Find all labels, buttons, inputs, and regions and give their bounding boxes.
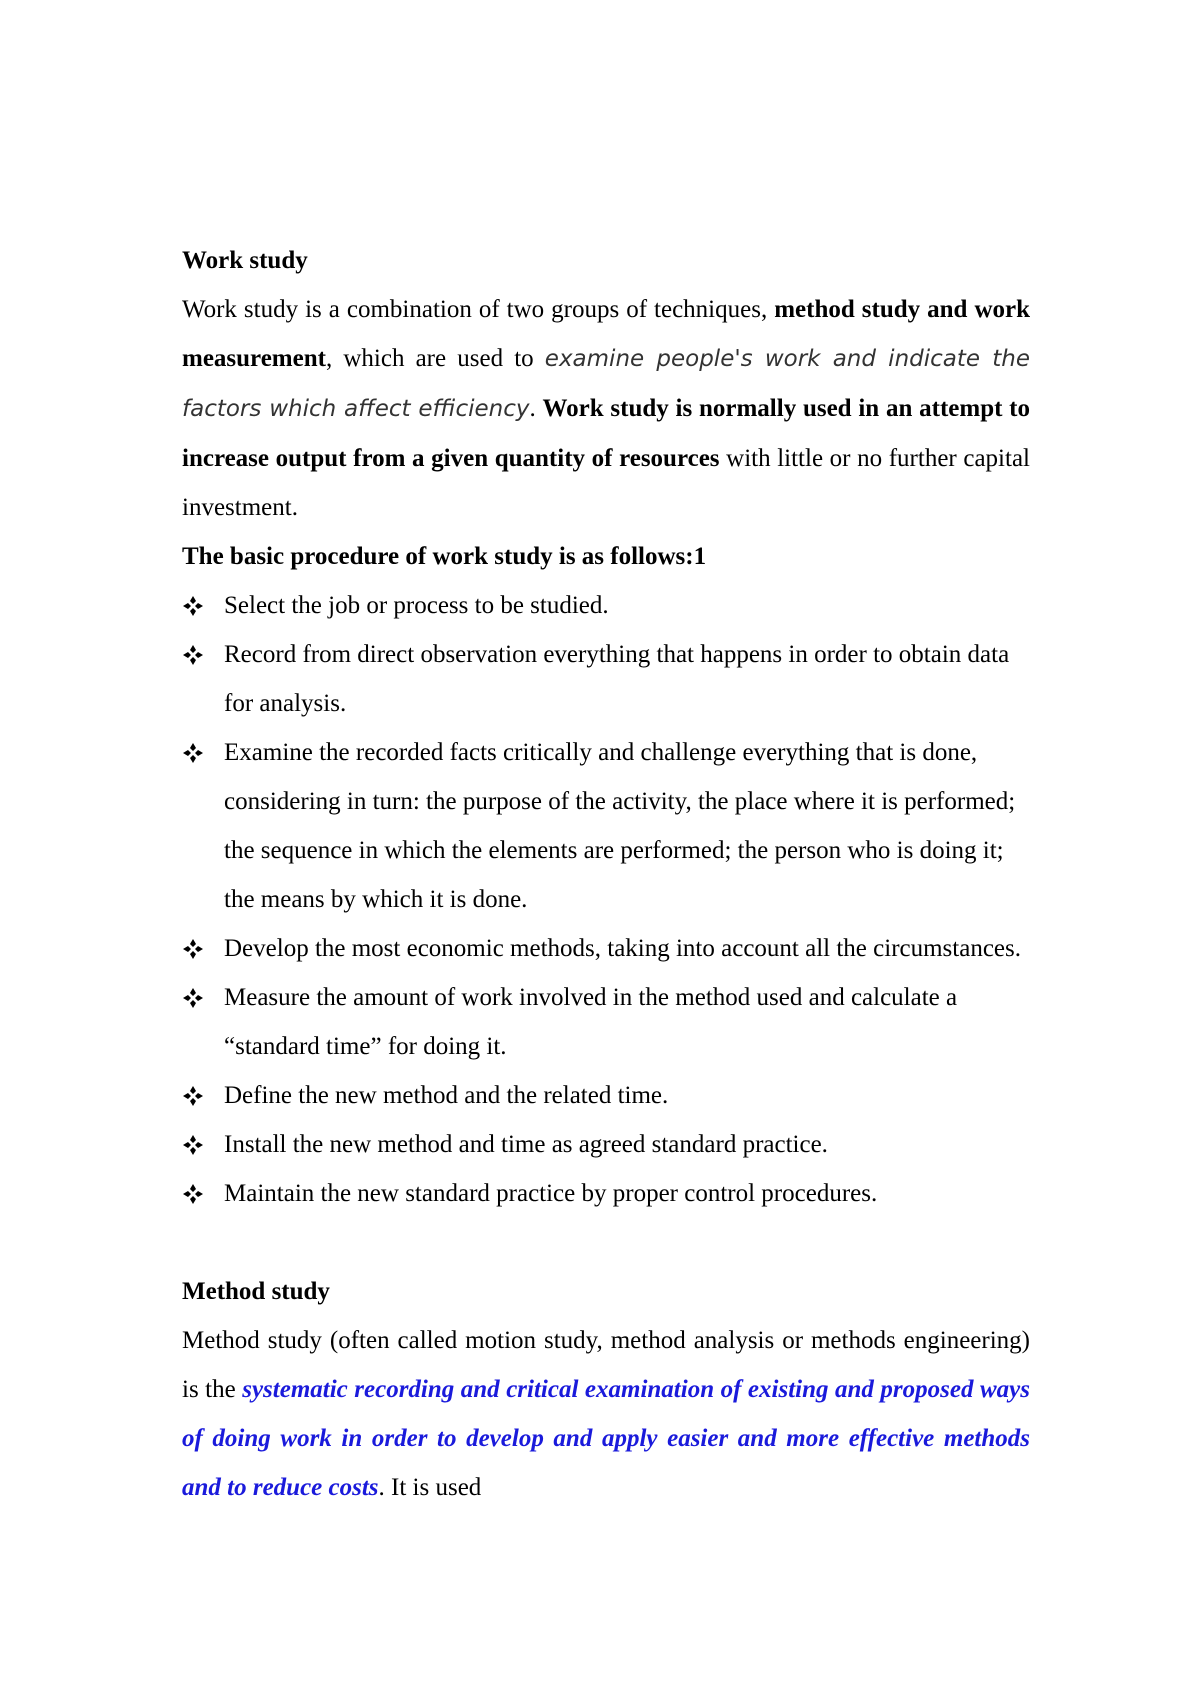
work-study-intro bbox=[182, 285, 1030, 532]
procedure-step-text: Maintain the new standard practice by proper control procedures. bbox=[224, 1180, 878, 1207]
diamond-bullet-icon bbox=[182, 728, 210, 777]
method-study-emphasis: systematic recording and critical examination of existing and proposed ways of doing work in order to develop and apply easier and more effective methods and to reduce costs bbox=[182, 1376, 1030, 1501]
work-study-heading: Work study bbox=[182, 247, 308, 274]
intro-text-1: Work study is a combination of two groups of techniques, bbox=[182, 296, 775, 323]
procedure-step bbox=[182, 1071, 1030, 1120]
intro-text-3: . bbox=[529, 395, 543, 422]
intro-text-4: with little or no further capital investment. bbox=[182, 445, 1030, 521]
method-study-text-2: . It is used bbox=[378, 1474, 482, 1501]
procedure-step bbox=[182, 630, 1030, 728]
procedure-steps-list bbox=[182, 581, 1030, 1218]
method-study-text-1: Method study (often called motion study, method analysis or methods engineering) is the bbox=[182, 1327, 1030, 1403]
procedure-step-text: Install the new method and time as agreed standard practice. bbox=[224, 1131, 828, 1158]
procedure-step-text: Measure the amount of work involved in the method used and calculate a “standard time” for doing it. bbox=[224, 984, 958, 1060]
procedure-step bbox=[182, 581, 1030, 630]
intro-bold-2: Work study is normally used in an attempt to increase output from a given quantity of resources bbox=[182, 395, 1031, 472]
procedure-step bbox=[182, 728, 1030, 924]
method-study-paragraph bbox=[182, 1316, 1030, 1512]
procedure-step-text: Examine the recorded facts critically and challenge everything that is done, considering in turn: the purpose of the activity, the place where it is performed; the sequence in which the elements are performed; the person who is doing it; the means by which it is done. bbox=[224, 739, 1016, 913]
diamond-bullet-icon bbox=[182, 1071, 210, 1120]
procedure-step-text: Select the job or process to be studied. bbox=[224, 592, 609, 619]
diamond-bullet-icon bbox=[182, 924, 210, 973]
intro-text-2: , which are used to bbox=[325, 345, 545, 372]
diamond-bullet-icon bbox=[182, 630, 210, 679]
diamond-bullet-icon bbox=[182, 1169, 210, 1218]
procedure-step bbox=[182, 1169, 1030, 1218]
procedure-step bbox=[182, 924, 1030, 973]
intro-bold-1: method study and work measurement bbox=[182, 296, 1030, 372]
procedure-step bbox=[182, 973, 1030, 1071]
section-spacer bbox=[182, 1218, 1030, 1267]
document-page bbox=[182, 236, 1030, 1512]
procedure-step-text: Develop the most economic methods, taking into account all the circumstances. bbox=[224, 935, 1021, 962]
procedure-heading: The basic procedure of work study is as follows:1 bbox=[182, 543, 707, 570]
procedure-step-text: Record from direct observation everything that happens in order to obtain data for analysis. bbox=[224, 641, 1010, 717]
procedure-step-text: Define the new method and the related time. bbox=[224, 1082, 669, 1109]
diamond-bullet-icon bbox=[182, 581, 210, 630]
diamond-bullet-icon bbox=[182, 973, 210, 1022]
procedure-step bbox=[182, 1120, 1030, 1169]
diamond-bullet-icon bbox=[182, 1120, 210, 1169]
intro-italic: examine people's work and indicate the factors which affect efficiency bbox=[182, 346, 1030, 422]
method-study-heading: Method study bbox=[182, 1278, 330, 1305]
